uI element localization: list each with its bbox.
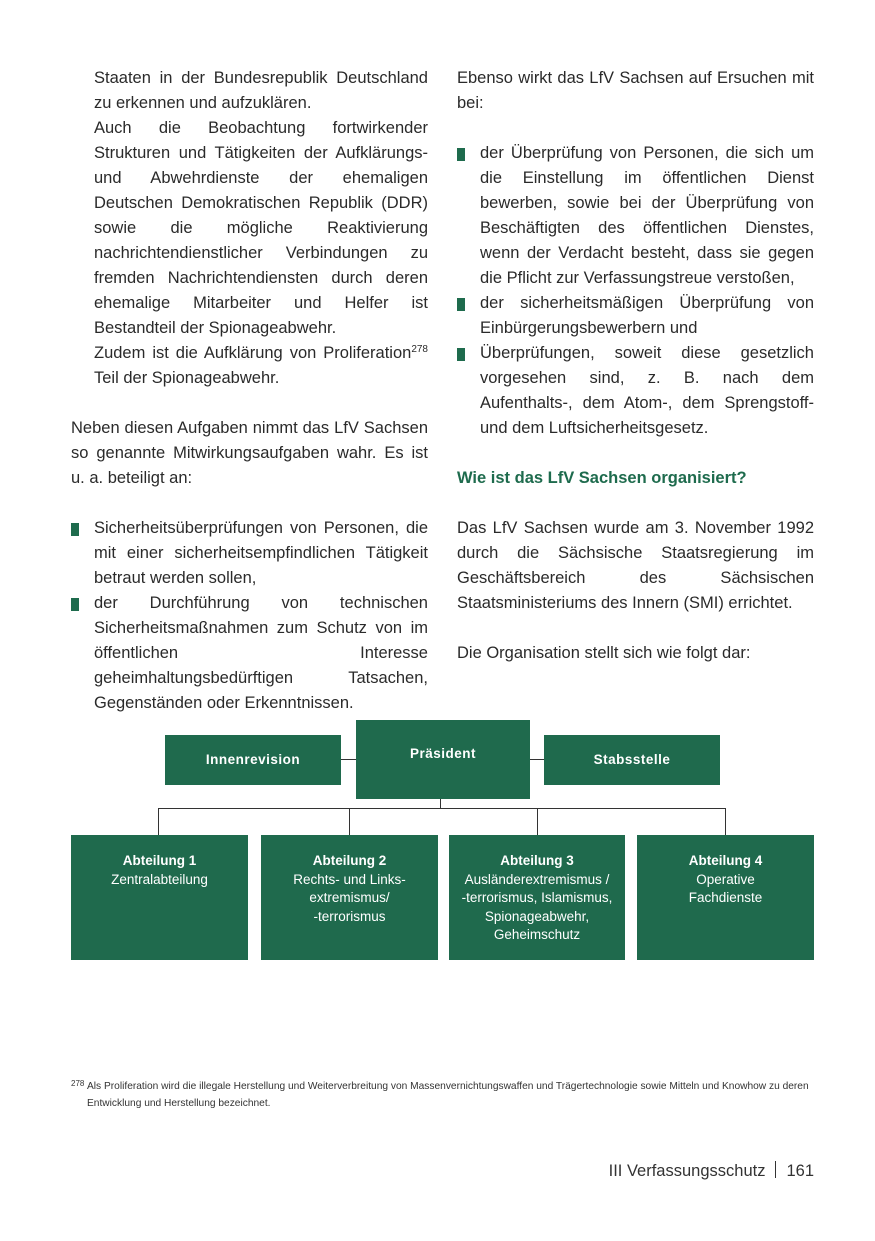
connector-line (158, 808, 159, 835)
paragraph-gruendung: Das LfV Sachsen wurde am 3. November 1992 durch die Sächsische Staatsregierung im Geschäftsbereich des Sächsischen Staatsministeriums des Innern (SMI) errichtet. (457, 519, 814, 612)
department-description: Zentralabteilung (111, 871, 208, 887)
connector-line (349, 808, 350, 835)
paragraph-proliferation (71, 341, 428, 391)
footnote-text: Als Proliferation wird die illegale Herstellung und Weiterverbreitung von Massenvernichtungswaffen und Trägertechnologie sowie Mitteln und Knowhow zu deren Entwicklung und Herstellung bezeichnet. (87, 1081, 809, 1109)
department-description: Rechts- und Links- (293, 871, 406, 887)
footer-divider (775, 1161, 776, 1178)
paragraph-mitwirkung: Neben diesen Aufgaben nimmt das LfV Sachsen so genannte Mitwirkungsaufgaben wahr. Es ist u. a. beteiligt an: (71, 419, 428, 487)
left-bullet-list (71, 516, 428, 716)
org-box-president: Präsident (356, 720, 530, 799)
footnote-number: 278 (71, 1079, 85, 1088)
section-heading: Wie ist das LfV Sachsen organisiert? (457, 469, 747, 487)
paragraph-ersuchen: Ebenso wirkt das LfV Sachsen auf Ersuchen mit bei: (457, 69, 814, 112)
connector-line (440, 799, 441, 808)
department-description: Spionageabwehr, (484, 908, 590, 924)
connector-line (158, 808, 726, 809)
left-column (71, 66, 428, 716)
right-bullet-list (457, 141, 814, 441)
department-description: -terrorismus, Islamismus, (461, 890, 613, 905)
list-item: Überprüfungen, soweit diese gesetzlich vorgesehen sind, z. B. nach dem Aufenthalts-, dem Atom-, dem Sprengstoff- und dem Luftsicherheitsgesetz. (457, 341, 814, 441)
department-title: Abteilung 1 (122, 853, 197, 868)
org-box-abteilung-4 (637, 835, 814, 960)
list-item: der sicherheitsmäßigen Überprüfung von Einbürgerungsbewerbern und (457, 291, 814, 341)
footnote (71, 1078, 815, 1112)
department-description: extremismus/ (309, 890, 390, 905)
proliferation-text: Zudem ist die Aufklärung von Proliferation (94, 344, 412, 362)
connector-line (725, 808, 726, 835)
department-description: -terrorismus (313, 908, 386, 924)
department-title: Abteilung 2 (312, 853, 387, 868)
org-box-innenrevision: Innenrevision (165, 735, 341, 785)
list-item: der Überprüfung von Personen, die sich um die Einstellung im öffentlichen Dienst bewerben, sowie bei der Überprüfung von Beschäftigten des öffentlichen Dienstes, wenn der Verdacht besteht, dass sie gegen die Pflicht zur Verfassungstreue verstoßen, (457, 141, 814, 291)
connector-line (341, 759, 356, 760)
org-box-abteilung-1 (71, 835, 248, 960)
paragraph-continued: Staaten in der Bundesrepublik Deutschland zu erkennen und aufzuklären. (94, 69, 428, 112)
org-box-abteilung-3 (449, 835, 625, 960)
right-column (457, 66, 814, 666)
department-description: Fachdienste (688, 890, 763, 905)
page-footer (609, 1161, 814, 1181)
department-description: Ausländerextremismus / (464, 871, 610, 887)
paragraph-ddr: Auch die Beobachtung fortwirkender Strukturen und Tätigkeiten der Aufklärungs- und Abwehrdienste der ehemaligen Deutschen Demokratischen Republik (DDR) sowie die mögliche Reaktivierung nachrichtendienstlicher Verbindungen zu fremden Nachrichtendiensten durch deren ehemalige Mitarbeiter und Helfer ist Bestandteil der Spionageabwehr. (94, 119, 428, 337)
footnote-reference[interactable]: 278 (411, 344, 428, 355)
connector-line (530, 759, 544, 760)
org-box-abteilung-2 (261, 835, 438, 960)
department-description: Operative (696, 871, 755, 887)
department-description: Geheimschutz (493, 927, 581, 942)
department-title: Abteilung 4 (688, 853, 763, 868)
page-number: 161 (786, 1162, 814, 1180)
list-item: der Durchführung von technischen Sicherheitsmaßnahmen zum Schutz von im öffentlichen Interesse geheimhaltungsbedürftigen Tatsachen, Gegenständen oder Erkenntnissen. (71, 591, 428, 716)
connector-line (537, 808, 538, 835)
department-title: Abteilung 3 (500, 853, 574, 868)
paragraph-organisation: Die Organisation stellt sich wie folgt dar: (457, 644, 751, 662)
running-section-title: III Verfassungsschutz (608, 1162, 766, 1180)
proliferation-text-end: Teil der Spionageabwehr. (94, 369, 280, 387)
org-box-stabsstelle: Stabsstelle (544, 735, 720, 785)
list-item: Sicherheitsüberprüfungen von Personen, die mit einer sicherheitsempfindlichen Tätigkeit betraut werden sollen, (71, 516, 428, 591)
